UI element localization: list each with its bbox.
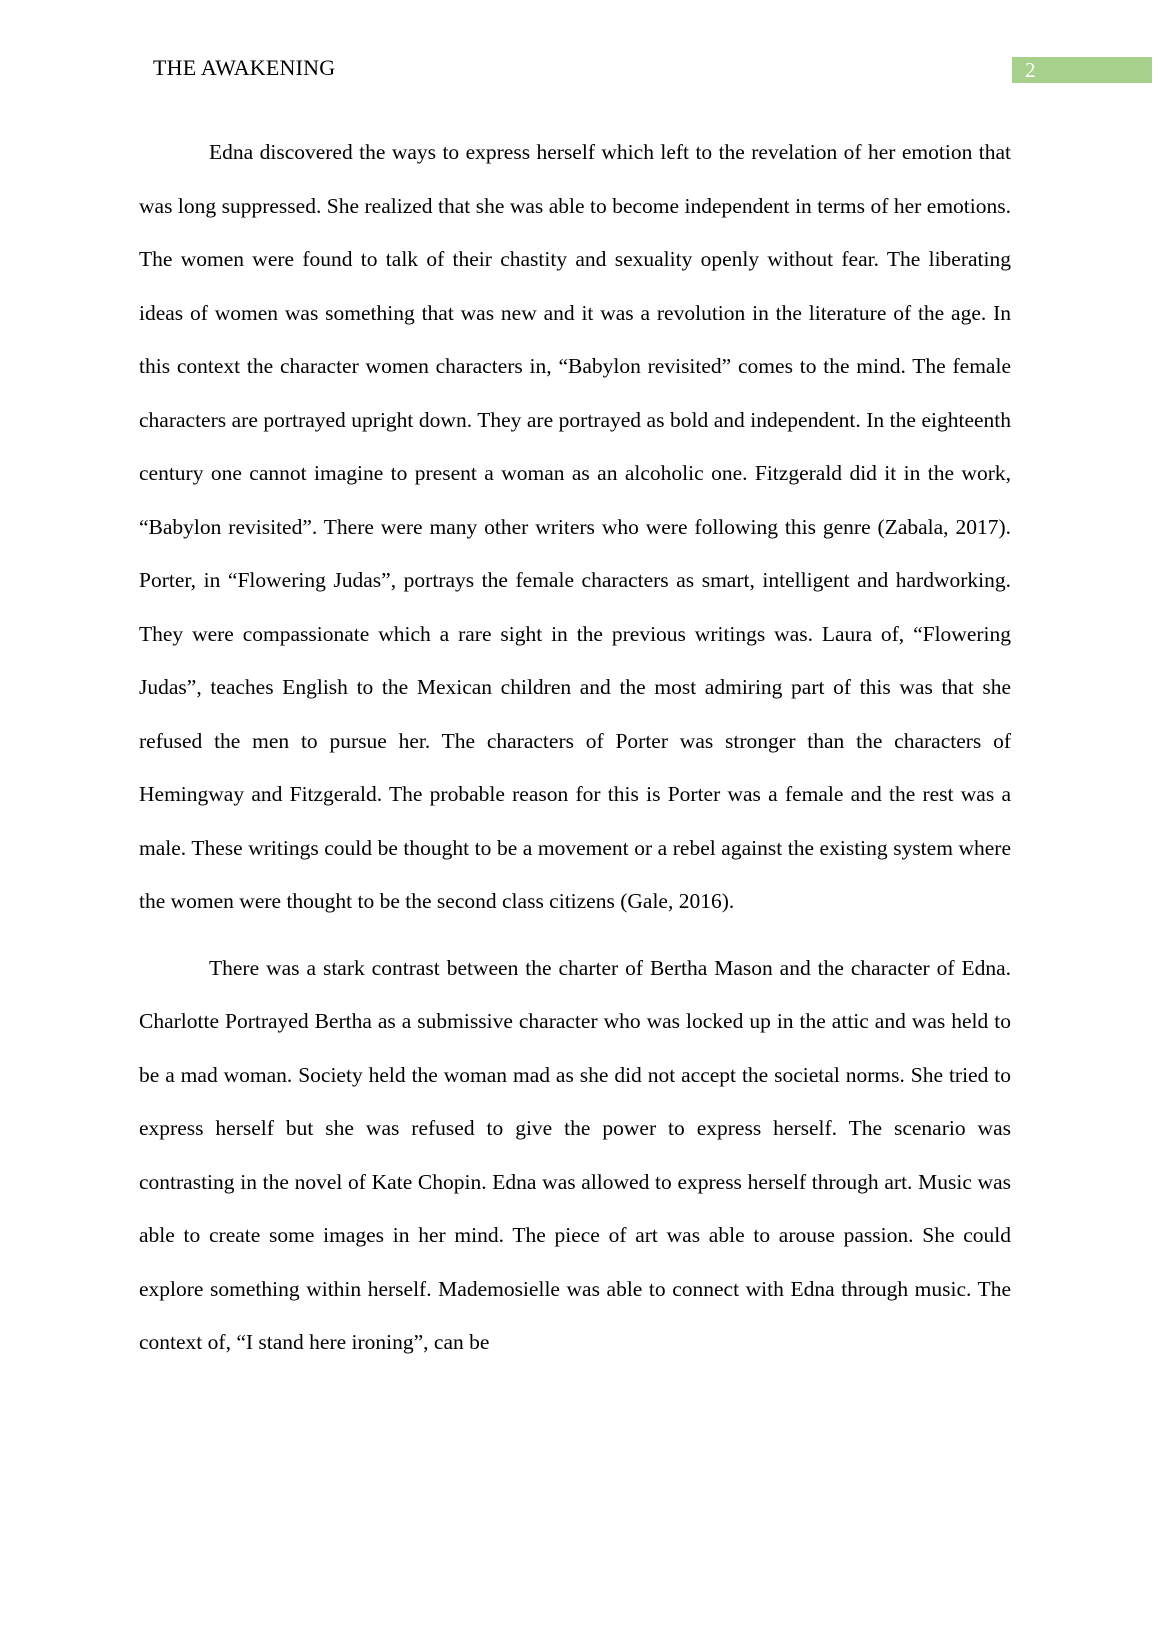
paragraph: There was a stark contrast between the charter of Bertha Mason and the character of Edna. Charlotte Portrayed Bertha as a submissive character who was locked up in the attic and was held to be a mad woman. Society held the woman mad as she did not accept the societal norms. She tried to express herself but she was refused to give the power to express herself. The scenario was contrasting in the novel of Kate Chopin. Edna was allowed to express herself through art. Music was able to create some images in her mind. The piece of art was able to arouse passion. She could explore something within herself. Mademosielle was able to connect with Edna through music. The context of, “I stand here ironing”, can be — [139, 955, 1011, 1354]
body-text — [139, 126, 1011, 1370]
running-head: THE AWAKENING — [153, 55, 336, 80]
page-number: 2 — [1012, 57, 1152, 83]
paragraph: Edna discovered the ways to express herself which left to the revelation of her emotion that was long suppressed. She realized that she was able to become independent in terms of her emotions. The women were found to talk of their chastity and sexuality openly without fear. The liberating ideas of women was something that was new and it was a revolution in the literature of the age. In this context the character women characters in, “Babylon revisited” comes to the mind. The female characters are portrayed upright down. They are portrayed as bold and independent. In the eighteenth century one cannot imagine to present a woman as an alcoholic one. Fitzgerald did it in the work, “Babylon revisited”. There were many other writers who were following this genre (Zabala, 2017). Porter, in “Flowering Judas”, portrays the female characters as smart, intelligent and hardworking. They were compassionate which a rare sight in the previous writings was. Laura of, “Flowering Judas”, teaches English to the Mexican children and the most admiring part of this was that she refused the men to pursue her. The characters of Porter was stronger than the characters of Hemingway and Fitzgerald. The probable reason for this is Porter was a female and the rest was a male. These writings could be thought to be a movement or a rebel against the existing system where the women were thought to be the second class citizens (Gale, 2016). — [139, 140, 1011, 913]
